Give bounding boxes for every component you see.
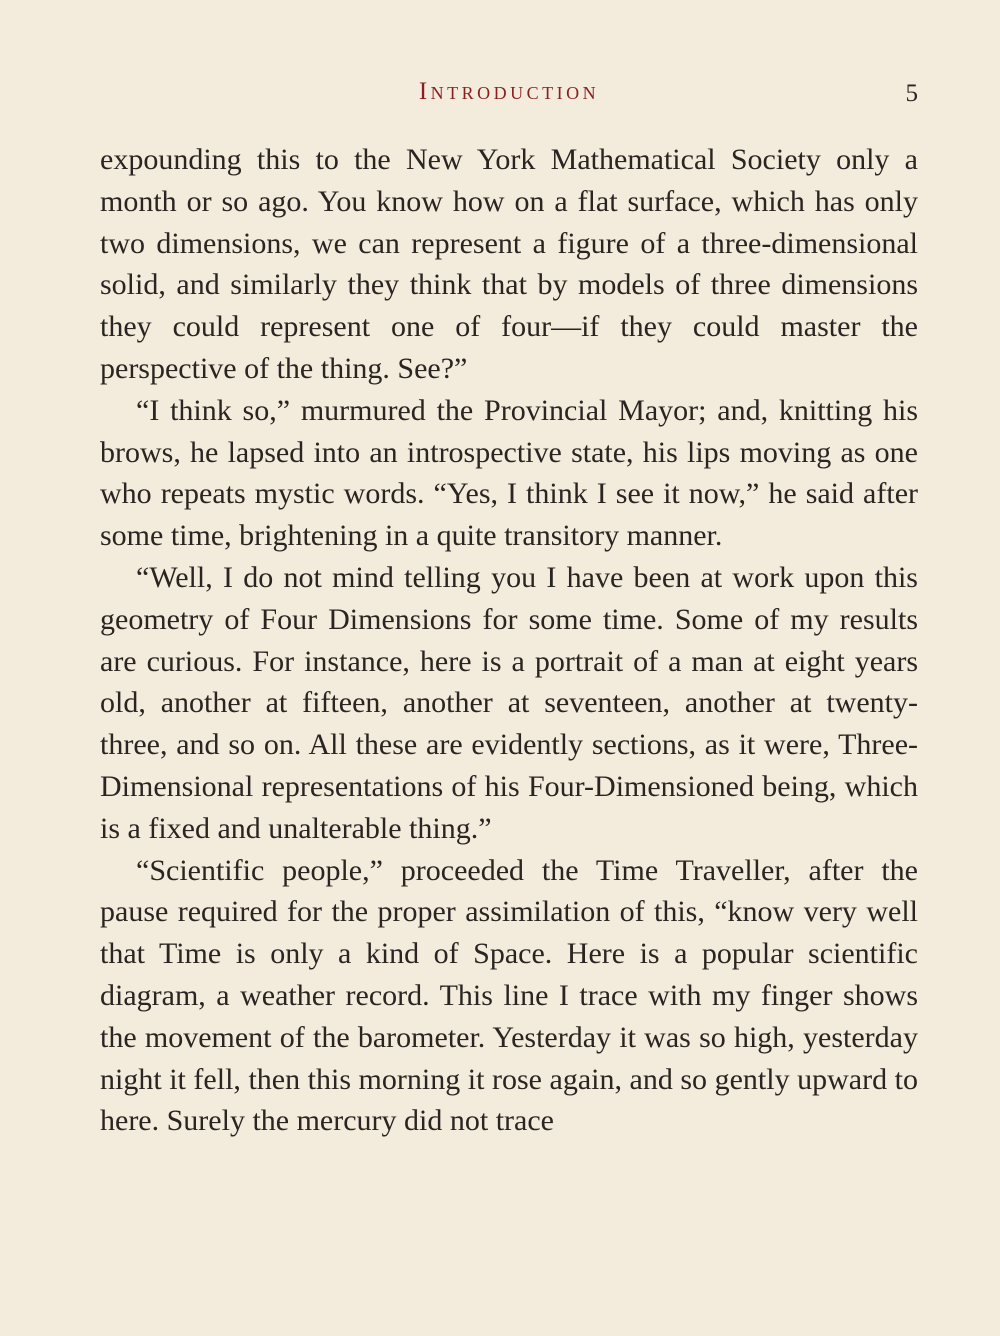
paragraph: “Scientific people,” proceeded the Time Traveller, after the pause required for the proper assimilation of this, “know very well that Time is only a kind of Space. Here is a popular scientific diagram, a weather record. This line I trace with my finger shows the movement of the barometer. Yesterday it was so high, yesterday night it fell, then this morning it rose again, and so gently upward to here. Surely the mercury did not trace: [100, 853, 918, 1138]
page-number: 5: [905, 80, 918, 107]
paragraph: “Well, I do not mind telling you I have been at work upon this geometry of Four Dimensions for some time. Some of my results are curious. For instance, here is a portrait of a man at eight years old, another at fifteen, another at seventeen, another at twenty-three, and so on. All these are evidently sections, as it were, Three-Dimensional representations of his Four-Dimensioned being, which is a fixed and unalterable thing.”: [100, 560, 918, 845]
paragraph: expounding this to the New York Mathematical Society only a month or so ago. You know how on a flat surface, which has only two dimensions, we can represent a figure of a three-dimensional solid, and similarly they think that by models of three dimensions they could represent one of four—if they could master the perspective of the thing. See?”: [100, 143, 918, 385]
paragraph: “I think so,” murmured the Provincial Mayor; and, knitting his brows, he lapsed into an introspective state, his lips moving as one who repeats mystic words. “Yes, I think I see it now,” he said after some time, brightening in a quite transitory manner.: [100, 393, 918, 553]
running-head: [100, 76, 918, 108]
chapter-title: Introduction: [418, 78, 600, 105]
body-text: [100, 139, 918, 1142]
